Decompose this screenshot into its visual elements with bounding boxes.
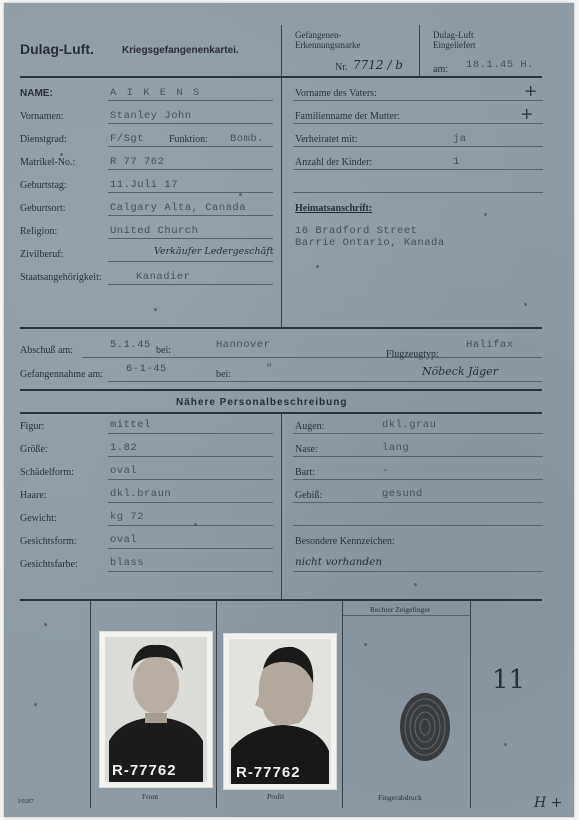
finger-caption: Fingerabdruck <box>378 793 422 802</box>
paper-speck <box>316 265 319 268</box>
funktion-value: Bomb. <box>230 133 265 145</box>
bart-label: Bart: <box>295 467 315 478</box>
matrikel-label: Matrikel-No.: <box>20 157 76 168</box>
figur-value: mittel <box>110 419 151 431</box>
paper-speck <box>194 523 197 526</box>
religion-label: Religion: <box>20 226 58 237</box>
fingerprint-icon <box>396 687 454 769</box>
paper-speck <box>44 623 47 626</box>
name-value: A I K E N S <box>110 87 202 99</box>
section-title: Nähere Personalbeschreibung <box>176 397 348 408</box>
nase-value: lang <box>382 442 410 454</box>
mark-11: 11 <box>492 665 526 695</box>
geburtsort-value: Calgary Alta, Canada <box>110 202 247 214</box>
kennzeichen-label: Besondere Kennzeichen: <box>295 536 395 547</box>
prisoner-record-card <box>4 3 574 817</box>
dienstgrad-value: F/Sgt <box>110 133 145 145</box>
paper-speck <box>414 583 417 586</box>
gefangen-bei-label: bei: <box>216 369 231 380</box>
haare-value: dkl.braun <box>110 488 172 500</box>
paper-speck <box>60 153 63 156</box>
verheiratet-label: Verheiratet mit: <box>295 134 358 145</box>
profile-portrait-icon <box>229 639 331 784</box>
front-caption: Front <box>142 792 159 801</box>
gesichtsfarbe-value: blass <box>110 557 145 569</box>
tag-no-value: 7712 / b <box>353 58 403 72</box>
gebiss-value: gesund <box>382 488 423 500</box>
vornamen-value: Stanley John <box>110 110 192 122</box>
verheiratet-value: ja <box>453 133 467 145</box>
paper-speck <box>154 308 157 311</box>
flugzeug-label: Flugzeugtyp: <box>386 349 439 360</box>
paper-speck <box>484 213 487 216</box>
zivilberuf-label: Zivilberuf: <box>20 249 64 260</box>
gefangen-date: 6-1-45 <box>126 363 167 375</box>
kinder-value: 1 <box>453 156 460 168</box>
signature: Nöbeck Jäger <box>422 365 498 378</box>
paper-speck <box>239 193 242 196</box>
gesichtsfarbe-label: Gesichtsfarbe: <box>20 559 78 570</box>
staat-value: Kanadier <box>136 271 191 283</box>
arrived-label-2: Eingeliefert <box>433 40 476 50</box>
form-number: I/0287 <box>18 799 34 805</box>
gebiss-label: Gebiß: <box>295 490 323 501</box>
vater-label: Vorname des Vaters: <box>295 88 377 99</box>
abschuss-bei-label: bei: <box>156 345 171 356</box>
mutter-label: Familienname der Mutter: <box>295 111 400 122</box>
kinder-label: Anzahl der Kinder: <box>295 157 373 168</box>
profile-photo <box>223 633 337 790</box>
tag-no-label: Nr. <box>335 62 348 73</box>
schaedel-label: Schädelform: <box>20 467 74 478</box>
dienstgrad-label: Dienstgrad: <box>20 134 67 145</box>
card-subtitle: Kriegsgefangenenkartei. <box>122 45 239 56</box>
gesichtsform-value: oval <box>110 534 138 546</box>
zivilberuf-value: Verkäufer Ledergeschäft <box>154 246 274 257</box>
arrived-am-label: am: <box>433 64 448 75</box>
geburtstag-value: 11.Juli 17 <box>110 179 179 191</box>
front-photo <box>99 631 213 788</box>
abschuss-place: Hannover <box>216 339 271 351</box>
gesichtsform-label: Gesichtsform: <box>20 536 77 547</box>
funktion-label: Funktion: <box>169 134 208 145</box>
front-number: R-77762 <box>112 762 177 779</box>
header-divider-2 <box>419 25 420 77</box>
vater-value: + <box>524 81 538 100</box>
gewicht-label: Gewicht: <box>20 513 57 524</box>
header-divider <box>281 25 282 327</box>
front-portrait-icon <box>105 637 207 782</box>
header-rule <box>20 76 542 78</box>
profile-number: R-77762 <box>236 764 301 781</box>
profile-caption: Profil <box>267 792 285 801</box>
abschuss-date: 5.1.45 <box>110 339 151 351</box>
vornamen-label: Vornamen: <box>20 111 64 122</box>
paper-speck <box>34 703 37 706</box>
gefangen-place: " <box>266 363 273 375</box>
schaedel-value: oval <box>110 465 138 477</box>
staat-label: Staatsangehörigkeit: <box>20 272 102 283</box>
haare-label: Haare: <box>20 490 47 501</box>
tag-label-2: Erkennungsmarke <box>295 40 361 50</box>
flugzeug-top: Halifax <box>466 339 514 351</box>
geburtsort-label: Geburtsort: <box>20 203 66 214</box>
arrived-label-1: Dulag-Luft <box>433 30 474 40</box>
augen-label: Augen: <box>295 421 325 432</box>
finger-label-top: Rechter Zeigefinger <box>370 605 431 614</box>
heimat-line1: 16 Bradford Street <box>295 225 418 237</box>
mutter-value: + <box>520 104 534 123</box>
heimat-line2: Barrie Ontario, Kanada <box>295 237 445 249</box>
nase-label: Nase: <box>295 444 318 455</box>
abschuss-label: Abschuß am: <box>20 345 74 356</box>
gefangen-label: Gefangennahme am: <box>20 369 104 380</box>
card-title: Dulag-Luft. <box>20 41 94 57</box>
gewicht-value: kg 72 <box>110 511 145 523</box>
paper-speck <box>504 743 507 746</box>
paper-speck <box>524 303 527 306</box>
tag-label-1: Gefangenen- <box>295 30 342 40</box>
paper-speck <box>364 643 367 646</box>
arrived-value: 18.1.45 H. <box>466 59 535 71</box>
heimat-label: Heimatsanschrift: <box>295 203 373 214</box>
matrikel-value: R 77 762 <box>110 156 165 168</box>
figur-label: Figur: <box>20 421 45 432</box>
groesse-label: Größe: <box>20 444 48 455</box>
bart-value: - <box>382 465 389 477</box>
religion-value: United Church <box>110 225 199 237</box>
corner-mark: H + <box>534 795 563 811</box>
kennzeichen-value: nicht vorhanden <box>295 556 383 568</box>
augen-value: dkl.grau <box>382 419 437 431</box>
geburtstag-label: Geburtstag: <box>20 180 67 191</box>
name-label: NAME: <box>20 88 53 99</box>
groesse-value: 1.82 <box>110 442 138 454</box>
